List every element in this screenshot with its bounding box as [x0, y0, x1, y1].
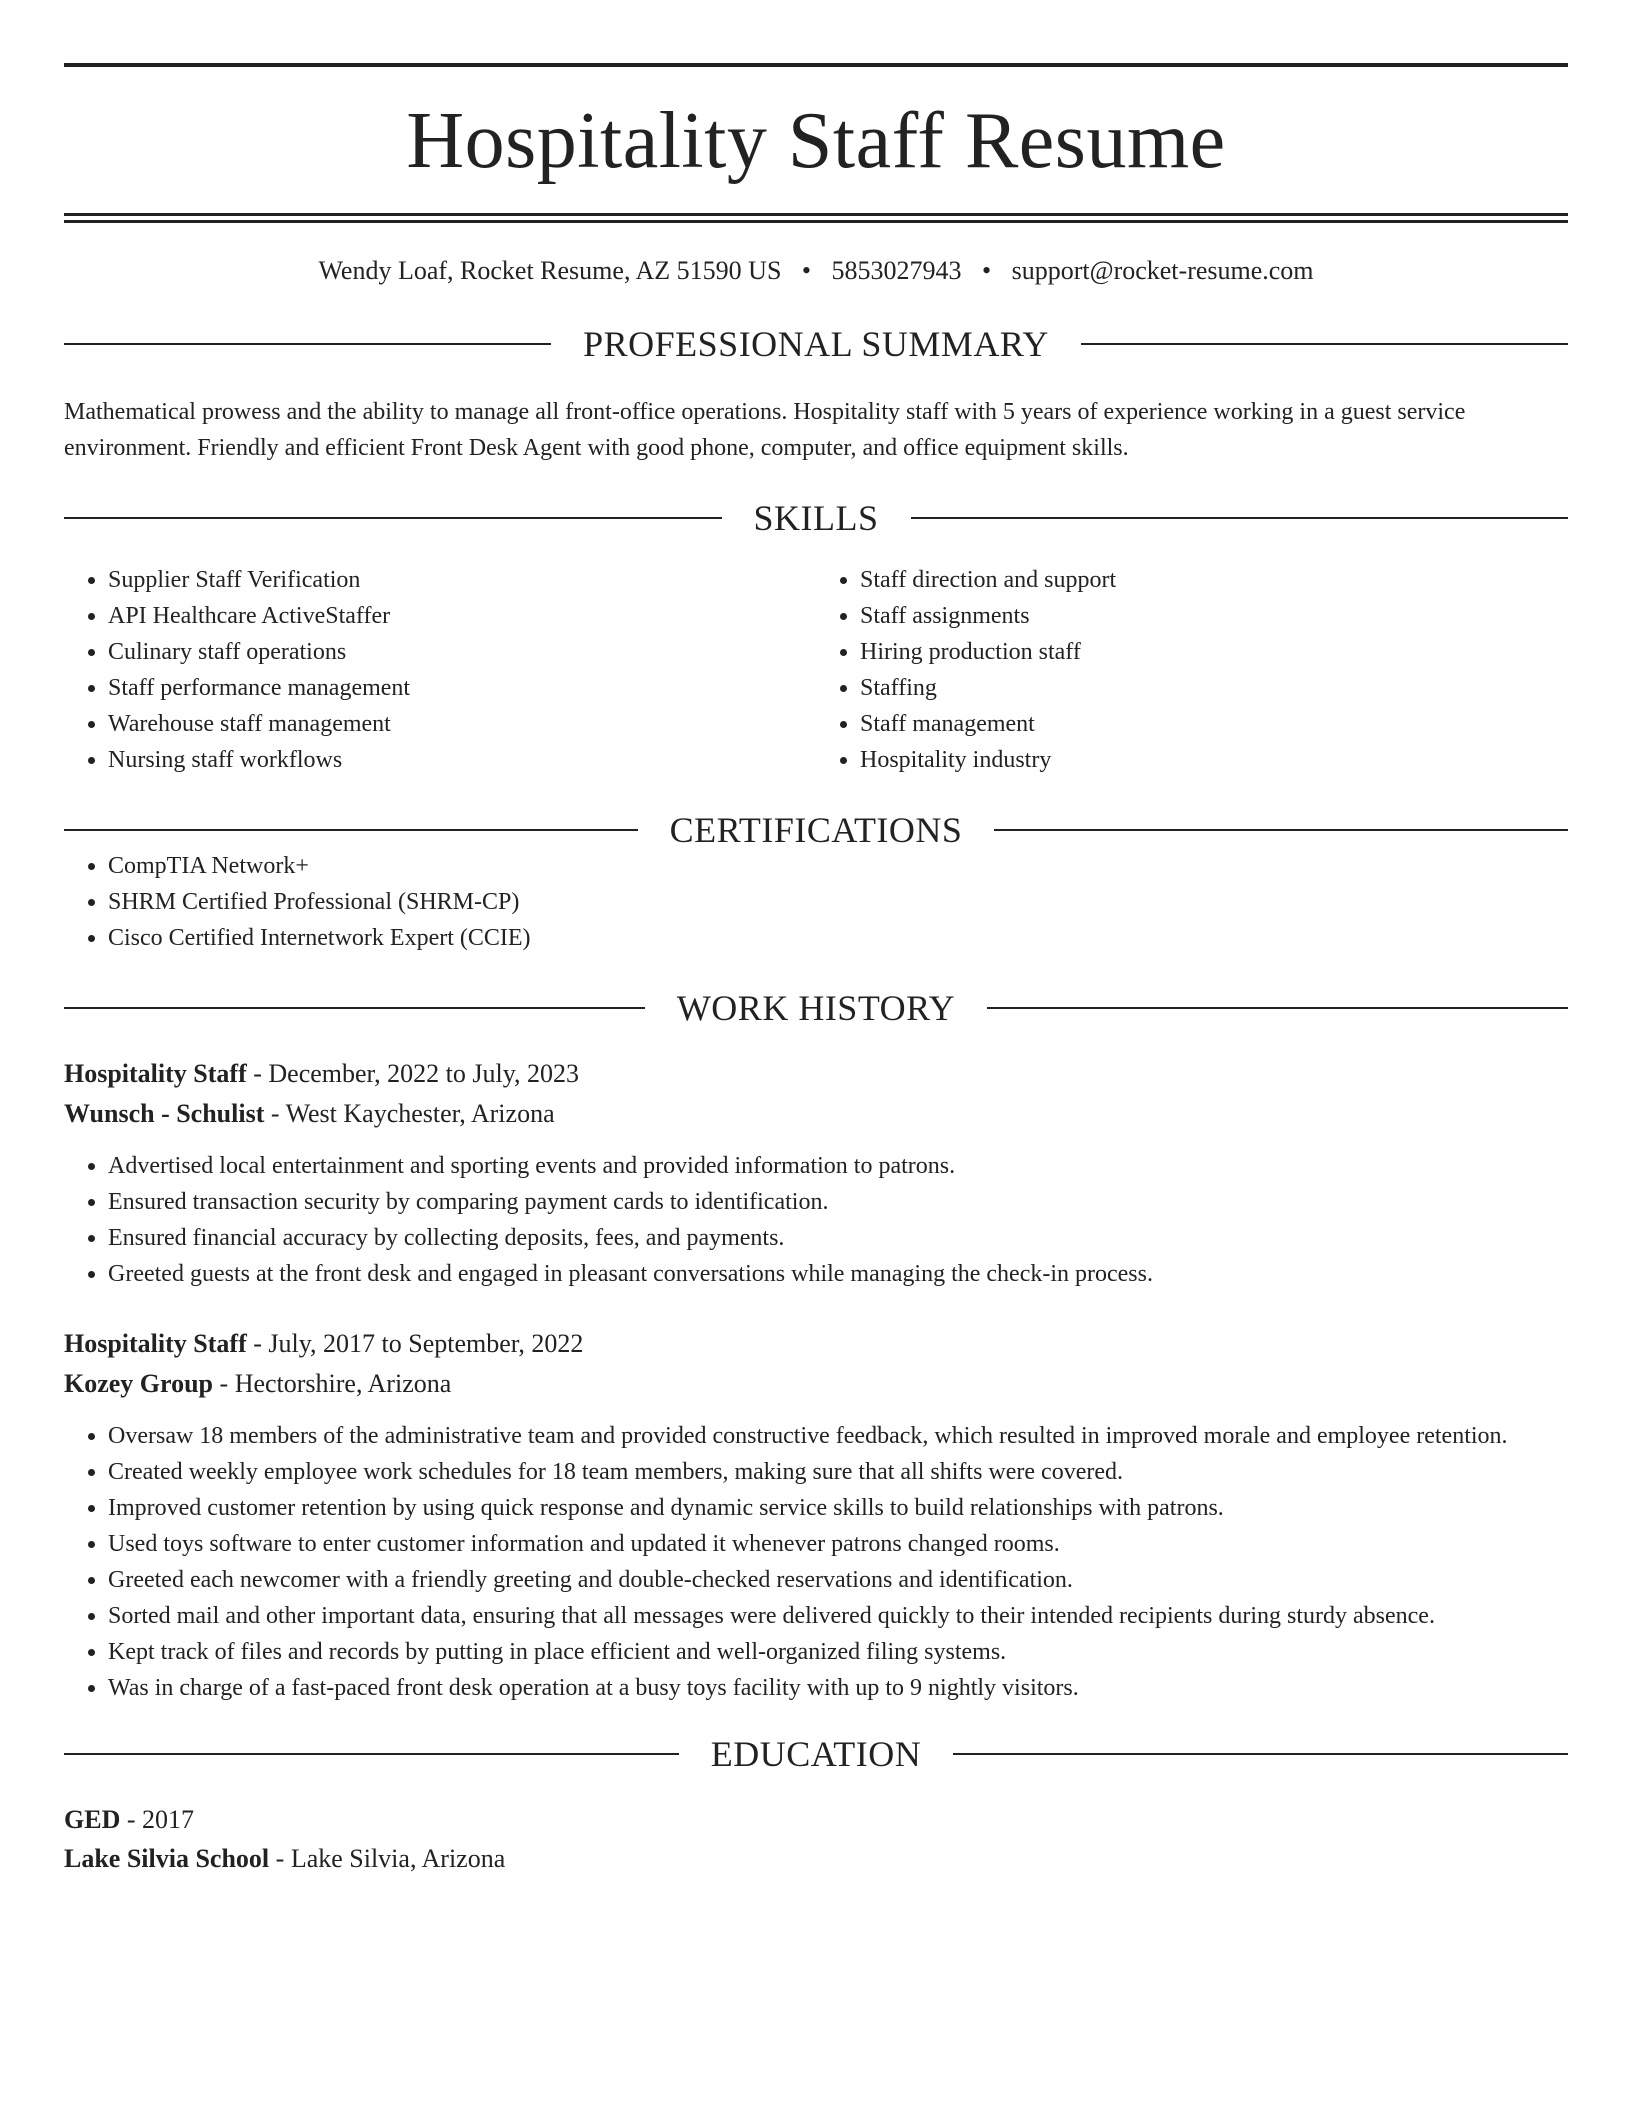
contact-address: Wendy Loaf, Rocket Resume, AZ 51590 US	[318, 256, 782, 285]
list-item: • CompTIA Network+	[108, 848, 1568, 884]
list-item: • Cisco Certified Internetwork Expert (CCIE)	[108, 920, 1568, 956]
section-header-certifications	[64, 812, 1568, 848]
list-item: • Greeted each newcomer with a friendly greeting and double-checked reservations and identification.	[108, 1562, 1568, 1598]
divider-line	[64, 829, 638, 831]
divider-line	[64, 517, 722, 519]
job-entry	[64, 1324, 1568, 1706]
certifications-list	[64, 848, 1568, 956]
contact-line	[64, 258, 1568, 284]
contact-email: support@rocket-resume.com	[1011, 256, 1314, 285]
section-title: EDUCATION	[710, 1734, 922, 1774]
contact-separator: •	[982, 256, 992, 285]
education-entry	[64, 1800, 1568, 1878]
contact-separator: •	[801, 256, 812, 285]
job-role: Hospitality Staff	[64, 1059, 247, 1088]
list-item: • Warehouse staff management	[108, 706, 816, 742]
list-item: • Hospitality industry	[860, 742, 1568, 778]
list-item: • Supplier Staff Verification	[108, 562, 816, 598]
education-degree-line	[64, 1800, 1568, 1839]
list-item: • Ensured financial accuracy by collecting deposits, fees, and payments.	[108, 1220, 1568, 1256]
section-title: CERTIFICATIONS	[669, 810, 963, 850]
job-company-line	[64, 1364, 1568, 1404]
list-item: • Kept track of files and records by putting in place efficient and well-organized filing systems.	[108, 1634, 1568, 1670]
job-title-line	[64, 1054, 1568, 1094]
list-item: • Staff direction and support	[860, 562, 1568, 598]
divider-line	[911, 517, 1569, 519]
title-double-rule	[64, 213, 1568, 223]
section-header-summary	[64, 326, 1568, 362]
list-item: • Ensured transaction security by comparing payment cards to identification.	[108, 1184, 1568, 1220]
job-dates: - December, 2022 to July, 2023	[246, 1059, 580, 1088]
divider-line	[64, 343, 551, 345]
list-item: • Staff performance management	[108, 670, 816, 706]
job-bullets	[64, 1148, 1568, 1292]
job-entry	[64, 1054, 1568, 1292]
skills-column-left	[64, 562, 816, 778]
divider-line	[987, 1007, 1568, 1009]
list-item: • Hiring production staff	[860, 634, 1568, 670]
contact-phone: 5853027943	[831, 256, 962, 285]
list-item: • Oversaw 18 members of the administrative team and provided constructive feedback, which resulted in improved morale and employee retention.	[108, 1418, 1568, 1454]
page-title: Hospitality Staff Resume	[406, 97, 1226, 185]
education-degree: GED	[64, 1805, 121, 1834]
divider-line	[1081, 343, 1568, 345]
section-title: PROFESSIONAL SUMMARY	[583, 324, 1049, 364]
list-item: • Created weekly employee work schedules for 18 team members, making sure that all shifts were covered.	[108, 1454, 1568, 1490]
list-item: • Used toys software to enter customer information and updated it whenever patrons changed rooms.	[108, 1526, 1568, 1562]
list-item: • Staff management	[860, 706, 1568, 742]
skills-column-right	[816, 562, 1568, 778]
skills-list-right	[816, 562, 1568, 778]
list-item: • Greeted guests at the front desk and engaged in pleasant conversations while managing the check-in process.	[108, 1256, 1568, 1292]
section-title: SKILLS	[753, 498, 879, 538]
list-item: • Sorted mail and other important data, ensuring that all messages were delivered quickly to their intended recipients during sturdy absence.	[108, 1598, 1568, 1634]
list-item: • Culinary staff operations	[108, 634, 816, 670]
job-role: Hospitality Staff	[64, 1329, 247, 1358]
divider-line	[994, 829, 1568, 831]
list-item: • Staffing	[860, 670, 1568, 706]
top-rule	[64, 63, 1568, 67]
education-location: - Lake Silvia, Arizona	[269, 1844, 506, 1873]
education-school: Lake Silvia School	[64, 1844, 270, 1873]
job-company: Kozey Group	[64, 1369, 214, 1398]
job-company-line	[64, 1094, 1568, 1134]
job-location: - West Kaychester, Arizona	[264, 1099, 555, 1128]
education-school-line	[64, 1839, 1568, 1878]
list-item: • Nursing staff workflows	[108, 742, 816, 778]
section-header-skills	[64, 500, 1568, 536]
divider-line	[953, 1753, 1568, 1755]
divider-line	[64, 1007, 645, 1009]
list-item: • SHRM Certified Professional (SHRM-CP)	[108, 884, 1568, 920]
list-item: • Improved customer retention by using quick response and dynamic service skills to build relationships with patrons.	[108, 1490, 1568, 1526]
list-item: • Was in charge of a fast-paced front desk operation at a busy toys facility with up to 9 nightly visitors.	[108, 1670, 1568, 1706]
job-dates: - July, 2017 to September, 2022	[246, 1329, 584, 1358]
skills-list-left	[64, 562, 816, 778]
divider-line	[64, 1753, 679, 1755]
job-title-line	[64, 1324, 1568, 1364]
section-title: WORK HISTORY	[676, 988, 956, 1028]
job-company: Wunsch - Schulist	[64, 1099, 265, 1128]
list-item: • API Healthcare ActiveStaffer	[108, 598, 816, 634]
summary-text: Mathematical prowess and the ability to manage all front-office operations. Hospitality staff with 5 years of experience working in a guest service environment. Friendly and efficient Front Desk Agent with good phone, computer, and office equipment skills.	[64, 399, 1466, 461]
job-location: - Hectorshire, Arizona	[213, 1369, 452, 1398]
list-item: • Staff assignments	[860, 598, 1568, 634]
section-header-education	[64, 1736, 1568, 1772]
list-item: • Advertised local entertainment and sporting events and provided information to patrons.	[108, 1148, 1568, 1184]
education-year: - 2017	[120, 1805, 195, 1834]
job-bullets	[64, 1418, 1568, 1706]
section-header-work-history	[64, 990, 1568, 1026]
skills-grid	[64, 562, 1568, 778]
